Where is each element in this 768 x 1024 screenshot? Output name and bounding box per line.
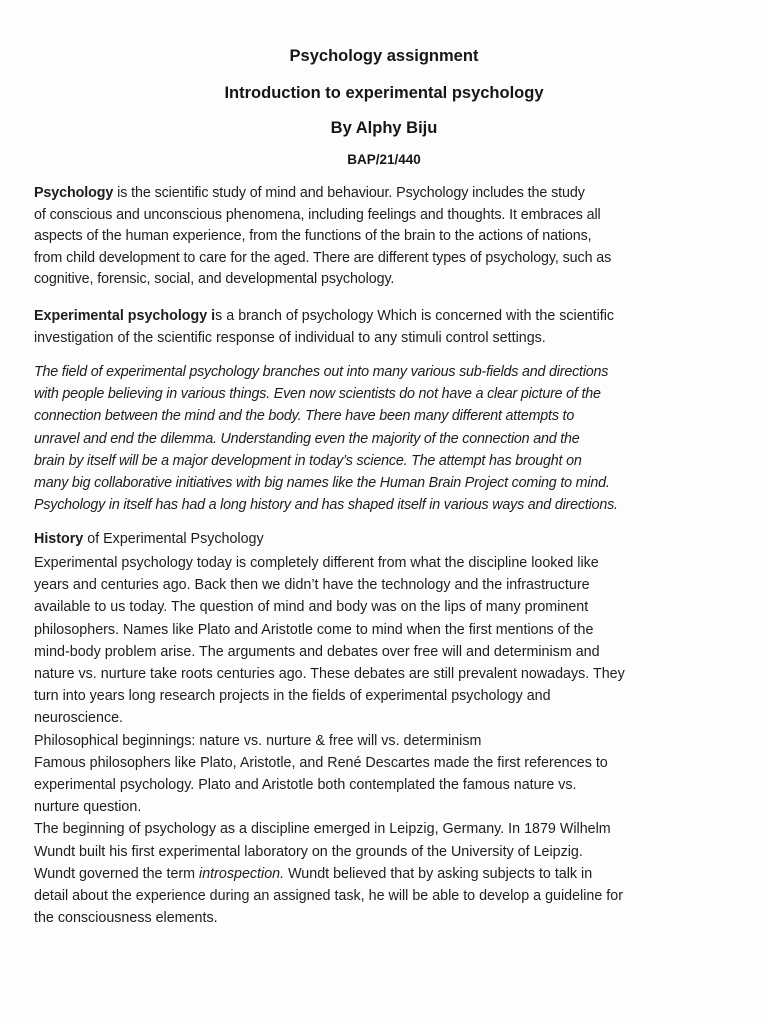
assignment-subtitle: Introduction to experimental psychology [224, 84, 544, 102]
intro-line-text: is the scientific study of mind and behaviour. Psychology includes the study [113, 185, 585, 201]
intro-term: Psychology [34, 185, 114, 201]
wundt-after: Wundt believed that by asking subjects to talk in [284, 865, 593, 882]
italic-line: with people believing in various things. Even now scientists do not have a clear picture of the [34, 386, 601, 403]
history-line: Experimental psychology today is completely different from what the discipline looked like [34, 555, 599, 571]
experimental-term: Experimental psychology i [34, 308, 216, 324]
wundt-emphasis: introspection. [199, 865, 285, 882]
history-heading-rest: of Experimental Psychology [83, 531, 264, 547]
experimental-definition-paragraph [34, 306, 744, 349]
student-id: BAP/21/440 [347, 152, 421, 167]
history-subheading: Philosophical beginnings: nature vs. nurture & free will vs. determinism [34, 732, 482, 749]
history-body [34, 552, 744, 929]
author-name: By Alphy Biju [330, 119, 438, 137]
italic-paragraph [34, 361, 744, 516]
history-line [34, 863, 744, 885]
intro-line: from child development to care for the aged. There are different types of psychology, such as [34, 249, 612, 266]
italic-line: Psychology in itself has had a long history and has shaped itself in various ways and directions. [34, 497, 618, 514]
intro-line: cognitive, forensic, social, and developmental psychology. [34, 271, 395, 287]
history-line: available to us today. The question of mind and body was on the lips of many prominent [34, 599, 589, 616]
history-line: nature vs. nurture take roots centuries ago. These debates are still prevalent nowadays. They [34, 666, 625, 683]
intro-paragraph [34, 183, 744, 291]
history-line: mind-body problem arise. The arguments and debates over free will and determinism and [34, 643, 600, 660]
history-heading-line [34, 529, 744, 551]
italic-line: many big collaborative initiatives with big names like the Human Brain Project coming to mind. [34, 475, 610, 492]
history-heading-bold: History [34, 531, 84, 547]
history-line: Famous philosophers like Plato, Aristotle, and René Descartes made the first references to [34, 754, 608, 771]
assignment-title: Psychology assignment [289, 47, 479, 65]
history-line: nurture question. [34, 799, 142, 816]
history-heading [34, 529, 744, 551]
history-line: The beginning of psychology as a discipline emerged in Leipzig, Germany. In 1879 Wilhelm [34, 821, 611, 838]
italic-line: connection between the mind and the body. There have been many different attempts to [34, 408, 575, 425]
intro-line: aspects of the human experience, from the functions of the brain to the actions of nations, [34, 228, 592, 244]
history-line: experimental psychology. Plato and Aristotle both contemplated the famous nature vs. [34, 777, 577, 794]
experimental-line [34, 306, 744, 328]
experimental-line-text: s a branch of psychology Which is concerned with the scientific [215, 308, 615, 324]
history-line: philosophers. Names like Plato and Aristotle come to mind when the first mentions of the [34, 621, 594, 638]
history-line: years and centuries ago. Back then we didn’t have the technology and the infrastructure [34, 577, 590, 594]
italic-line: brain by itself will be a major development in today’s science. The attempt has brought on [34, 452, 582, 469]
history-line: Wundt built his first experimental laboratory on the grounds of the University of Leipzig. [34, 843, 583, 860]
wundt-before: Wundt governed the term [34, 865, 200, 882]
history-line: neuroscience. [34, 710, 124, 727]
intro-line: of conscious and unconscious phenomena, including feelings and thoughts. It embraces all [34, 206, 601, 223]
history-line: detail about the experience during an assigned task, he will be able to develop a guideline for [34, 888, 623, 905]
italic-line: unravel and end the dilemma. Understanding even the majority of the connection and the [34, 430, 580, 447]
history-line: turn into years long research projects in the fields of experimental psychology and [34, 688, 551, 705]
history-line: the consciousness elements. [34, 910, 218, 927]
italic-line: The field of experimental psychology branches out into many various sub-fields and directions [34, 364, 609, 380]
experimental-line: investigation of the scientific response of individual to any stimuli control settings. [34, 329, 546, 346]
intro-line [34, 183, 744, 205]
